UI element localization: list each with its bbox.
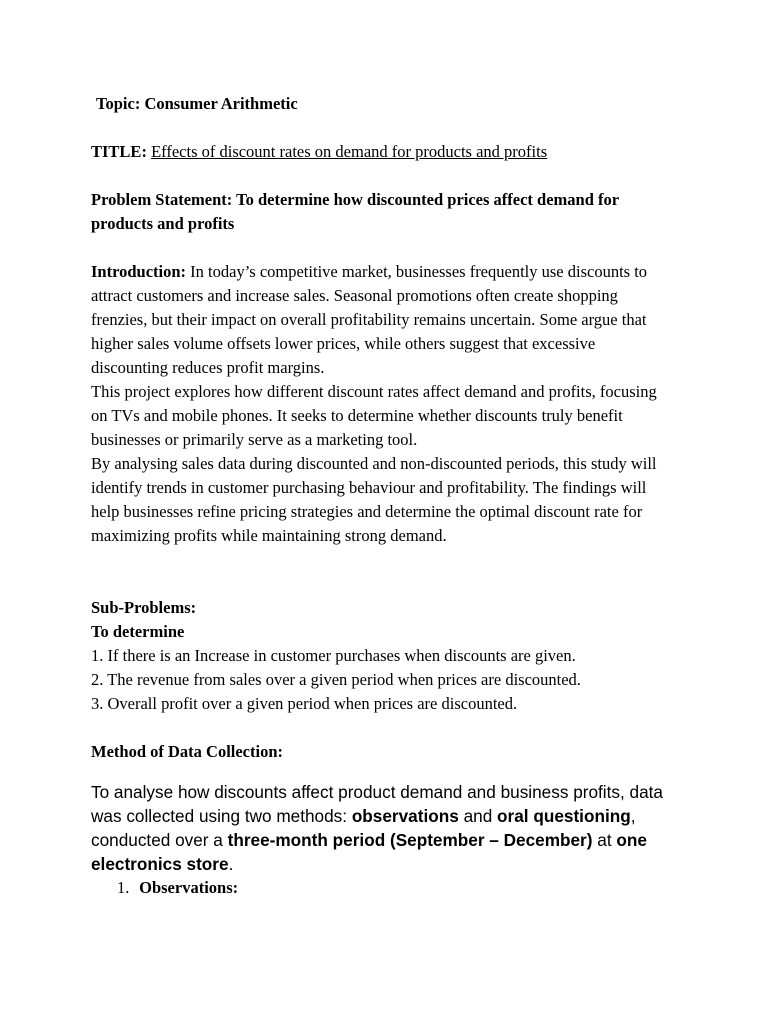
method-heading-text: Method of Data Collection:: [91, 742, 284, 761]
sub-problems-heading-text: Sub-Problems:: [91, 598, 197, 617]
method-list-item-text: Observations:: [139, 878, 239, 897]
topic-value: Consumer Arithmetic: [144, 94, 298, 113]
sub-problems-subheading: [91, 620, 691, 644]
introduction-paragraph-1: [91, 260, 669, 380]
introduction-text-1: In today’s competitive market, businesses frequently use discounts to attract customers and increase sales. Seasonal promotions often create shopping frenzies, but their impact on overall profitability remains uncertain. Some argue that higher sales volume offsets lower prices, while others suggest that excessive discounting reduces profit margins.: [91, 262, 648, 377]
sub-problem-item-1: [91, 644, 691, 668]
method-heading: [91, 740, 691, 764]
sub-problems-heading: [91, 596, 691, 620]
method-intro-period: three-month period (September – December): [227, 830, 593, 850]
sub-problem-item-3: [91, 692, 691, 716]
method-intro-store: one electronics store: [91, 830, 647, 874]
sub-problem-item-2-text: 2. The revenue from sales over a given period when prices are discounted.: [91, 670, 581, 689]
method-intro-part-7: at: [592, 830, 617, 850]
problem-statement-text: Problem Statement: To determine how discounted prices affect demand for products and profits: [91, 190, 619, 233]
topic-label: Topic:: [96, 94, 141, 113]
method-intro-part-3: and: [458, 806, 498, 826]
title-value: Effects of discount rates on demand for products and profits: [151, 142, 548, 161]
sub-problem-item-1-text: 1. If there is an Increase in customer purchases when discounts are given.: [91, 646, 576, 665]
method-list-item-1: [117, 876, 717, 900]
method-intro-part-1: To analyse how discounts affect product demand and business profits, data was collected using two methods:: [91, 782, 663, 826]
method-list-number: 1.: [117, 878, 130, 897]
sub-problems-subheading-text: To determine: [91, 622, 185, 641]
introduction-text-3: By analysing sales data during discounted and non-discounted periods, this study will identify trends in customer purchasing behaviour and profitability. The findings will help businesses refine pricing strategies and determine the optimal discount rate for maximizing profits while maintaining strong demand.: [91, 454, 657, 545]
title-label: TITLE:: [91, 142, 147, 161]
introduction-paragraph-2: [91, 380, 661, 452]
introduction-label: Introduction:: [91, 262, 187, 281]
title-line: [91, 140, 691, 164]
method-intro-observations: observations: [351, 806, 459, 826]
method-intro: [91, 780, 691, 876]
introduction-paragraph-3: [91, 452, 671, 548]
method-intro-oral-questioning: oral questioning: [497, 806, 631, 826]
introduction-text-2: This project explores how different discount rates affect demand and profits, focusing on TVs and mobile phones. It seeks to determine whether discounts truly benefit businesses or primarily serve as a marketing tool.: [91, 382, 657, 449]
sub-problem-item-3-text: 3. Overall profit over a given period when prices are discounted.: [91, 694, 518, 713]
method-intro-part-9: .: [228, 854, 234, 874]
method-intro-part-5: , conducted over a: [91, 806, 636, 850]
sub-problem-item-2: [91, 668, 691, 692]
problem-statement: [91, 188, 671, 236]
topic-line: [91, 92, 691, 116]
